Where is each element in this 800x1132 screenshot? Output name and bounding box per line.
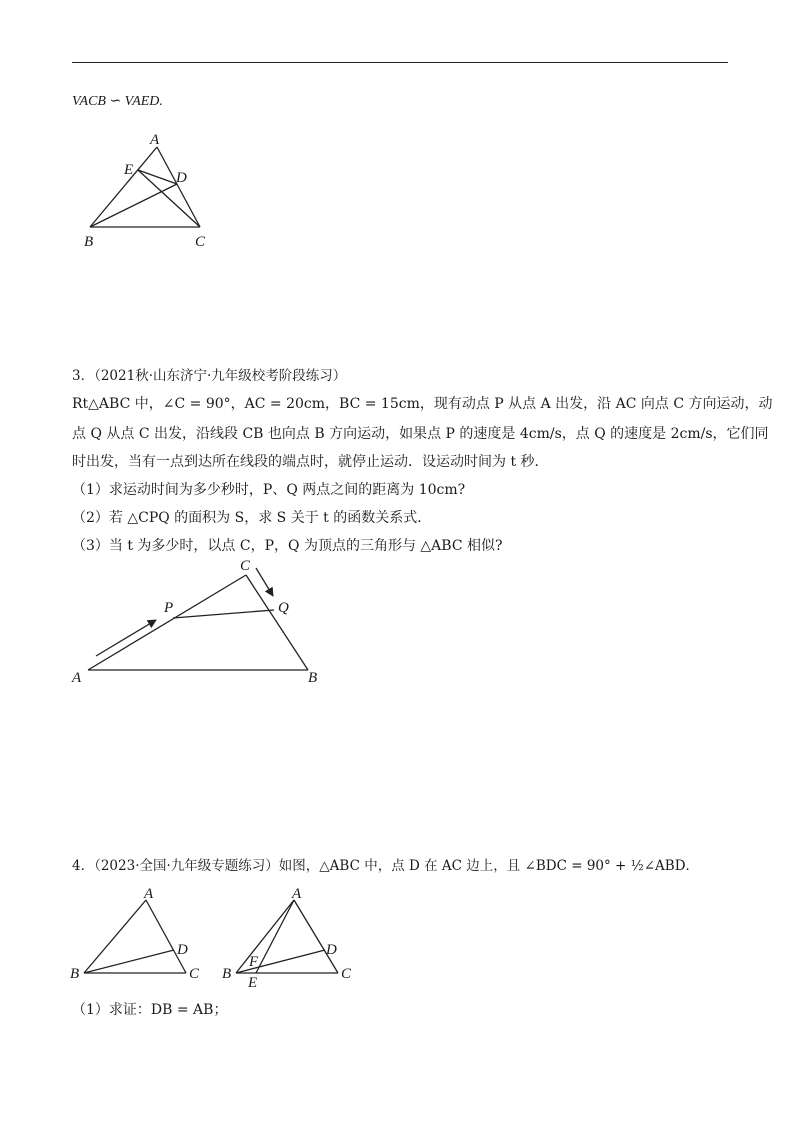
label-q: Q	[278, 600, 289, 616]
segment-ac	[88, 575, 246, 670]
label-a: A	[144, 886, 154, 902]
label-e: E	[124, 162, 134, 178]
segment-ba	[84, 900, 146, 973]
segment-bd	[84, 950, 174, 973]
problem-3-question-1: （1）求运动时间为多少秒时，P、Q 两点之间的距离为 10cm?	[72, 482, 466, 498]
problem-3-line-3: 时出发，当有一点到达所在线段的端点时，就停止运动．设运动时间为 t 秒．	[72, 454, 549, 470]
arrow-q-direction	[256, 568, 273, 596]
label-b: B	[308, 670, 318, 686]
problem-3-question-2: （2）若 △CPQ 的面积为 S，求 S 关于 t 的函数关系式．	[72, 510, 432, 526]
problem-3-heading: 3．（2021秋·山东济宁·九年级校考阶段练习）	[72, 368, 347, 384]
label-p: P	[164, 600, 174, 616]
arrow-p-direction	[96, 620, 156, 656]
label-d: D	[176, 170, 187, 186]
segment-ae	[256, 900, 294, 973]
label-a: A	[72, 670, 82, 686]
segment-ba	[90, 147, 157, 227]
segment-ac	[157, 147, 200, 227]
segment-ac	[146, 900, 186, 973]
label-f: F	[249, 954, 259, 970]
label-c: C	[195, 234, 206, 250]
segment-pq	[173, 610, 274, 618]
label-b: B	[222, 966, 232, 982]
segment-ac	[294, 900, 338, 973]
problem-3-line-1: Rt△ABC 中，∠C = 90°，AC = 20cm，BC = 15cm，现有动点 P 从点 A 出发，沿 AC 向点 C 方向运动，动	[72, 396, 773, 412]
problem-4-heading: 4．（2023·全国·九年级专题练习）如图，△ABC 中，点 D 在 AC 边上，且 ∠BDC = 90° + ½∠ABD．	[72, 858, 700, 874]
segment-ba	[236, 900, 294, 973]
label-d: D	[177, 942, 188, 958]
label-a: A	[292, 886, 302, 902]
header-rule	[72, 62, 728, 63]
label-c: C	[189, 966, 200, 982]
figure-triangle-abc-d	[66, 888, 216, 998]
figure-triangle-abc-ed	[80, 132, 260, 252]
segment-cb	[246, 575, 308, 670]
segment-bd	[90, 184, 177, 227]
problem-3-question-3: （3）当 t 为多少时，以点 C，P，Q 为顶点的三角形与 △ABC 相似?	[72, 538, 503, 554]
label-e: E	[248, 975, 258, 991]
label-c: C	[240, 558, 251, 574]
label-c: C	[341, 966, 352, 982]
problem-4-question-1: （1）求证：DB = AB；	[72, 1002, 228, 1018]
label-b: B	[70, 966, 80, 982]
label-a: A	[150, 132, 160, 148]
label-b: B	[84, 234, 94, 250]
similarity-statement: VACB ∽ VAED.	[72, 94, 163, 109]
problem-3-line-2: 点 Q 从点 C 出发，沿线段 CB 也向点 B 方向运动，如果点 P 的速度是 4cm/s，点 Q 的速度是 2cm/s，它们同	[72, 426, 769, 442]
figure-triangle-abc-def	[218, 888, 368, 998]
figure-moving-points	[68, 560, 348, 690]
label-d: D	[326, 942, 337, 958]
